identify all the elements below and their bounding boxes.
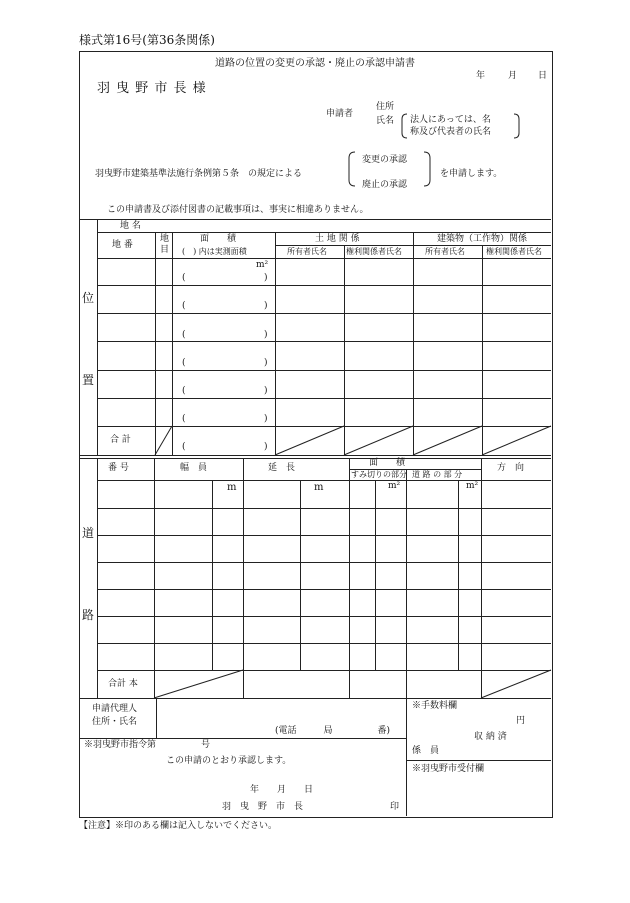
direction-label: 方 向 [497, 463, 525, 473]
paren-close-5: ) [264, 386, 268, 396]
road-side-label-2: 路 [82, 608, 95, 622]
agent-phone: (電話 局 番) [275, 726, 391, 736]
fee-paid: 収 納 済 [474, 732, 507, 742]
place-name-label: 地 名 [120, 221, 141, 231]
corner-cut-label: すみ切りの部分 [351, 470, 407, 479]
date-year-label: 年 [476, 71, 486, 81]
road-part-label: 道 路 の 部 分 [412, 470, 463, 479]
date-day-label: 日 [538, 71, 548, 81]
approval-date: 年 月 日 [250, 785, 314, 795]
position-side-label-1: 位 [82, 291, 95, 305]
lot-number-label: 地 番 [112, 240, 133, 250]
corp-note-line2: 称及び代表者の氏名 [410, 127, 492, 137]
approval-text: この申請のとおり承認します。 [166, 756, 292, 766]
paren-open-2: ( [182, 301, 186, 311]
paren-open-3: ( [182, 330, 186, 340]
paren-open-4: ( [182, 358, 186, 368]
designation: ※羽曳野市指令第 号 [84, 740, 211, 750]
width-unit: m [227, 482, 237, 493]
road-area-label: 面 積 [369, 458, 406, 468]
form-number: 様式第16号(第36条関係) [79, 33, 215, 47]
building-relation-label: 建築物（工作物）関係 [437, 234, 528, 244]
position-total-label: 合 計 [110, 435, 131, 445]
road-width-label: 幅 員 [180, 463, 208, 473]
paren-open-5: ( [182, 386, 186, 396]
road-number-label: 番 号 [108, 463, 129, 473]
option-abolish: 廃止の承認 [362, 180, 408, 190]
fee-label: ※手数料欄 [412, 701, 458, 711]
area-note: ( ) 内は実測面積 [182, 247, 247, 256]
paren-close-4: ) [264, 358, 268, 368]
regulation-text: 羽曳野市建築基準法施行条例第５条 の規定による [95, 169, 303, 179]
form-title: 道路の位置の変更の承認・廃止の承認申請書 [215, 58, 415, 69]
reception-label: ※羽曳野市受付欄 [412, 764, 485, 774]
fee-yen: 円 [516, 716, 526, 726]
position-side-label-2: 置 [82, 373, 95, 387]
option-change: 変更の承認 [362, 155, 408, 165]
building-owner-name-label: 所有者氏名 [425, 247, 465, 256]
area-unit: m² [256, 260, 269, 270]
paren-close-total: ) [264, 442, 268, 452]
mayor-label: 羽 曳 野 市 長 [222, 802, 304, 812]
corp-note-line1: 法人にあっては、名 [410, 115, 491, 125]
land-right-holder-label: 権利関係者氏名 [346, 247, 402, 256]
paren-close-3: ) [264, 330, 268, 340]
paren-open-6: ( [182, 414, 186, 424]
length-unit: m [314, 482, 324, 493]
fee-clerk: 係 員 [412, 746, 440, 756]
land-category-label-1: 地 [160, 234, 170, 244]
agent-label-1: 申請代理人 [92, 704, 138, 714]
road-total-label: 合計 本 [108, 679, 138, 689]
paren-close-2: ) [264, 301, 268, 311]
date-month-label: 月 [508, 71, 518, 81]
area-label: 面 積 [200, 234, 237, 244]
road-part-unit: m² [466, 481, 479, 491]
land-owner-name-label: 所有者氏名 [287, 247, 327, 256]
agent-label-2: 住所・氏名 [92, 717, 138, 727]
applicant-address-label: 住所 [376, 102, 395, 112]
addressee: 羽 曳 野 市 長 様 [97, 81, 207, 96]
apply-text: を申請します。 [440, 169, 503, 179]
declaration: この申請書及び添付図書の記載事項は、事実に相違ありません。 [107, 205, 369, 215]
corner-cut-unit: m² [388, 481, 401, 491]
paren-close-6: ) [264, 414, 268, 424]
land-relation-label: 土 地 関 係 [315, 234, 360, 244]
seal-mark: 印 [390, 802, 400, 812]
building-right-holder-label: 権利関係者氏名 [486, 247, 542, 256]
footer-note: 【注意】※印のある欄は記入しないでください。 [79, 821, 278, 831]
land-category-label-2: 目 [160, 245, 170, 255]
paren-close-1: ) [264, 273, 268, 283]
applicant-label: 申請者 [326, 109, 354, 119]
applicant-name-label: 氏名 [376, 116, 395, 126]
paren-open-total: ( [182, 442, 186, 452]
paren-open-1: ( [182, 273, 186, 283]
road-side-label-1: 道 [82, 526, 95, 540]
road-length-label: 延 長 [268, 463, 296, 473]
